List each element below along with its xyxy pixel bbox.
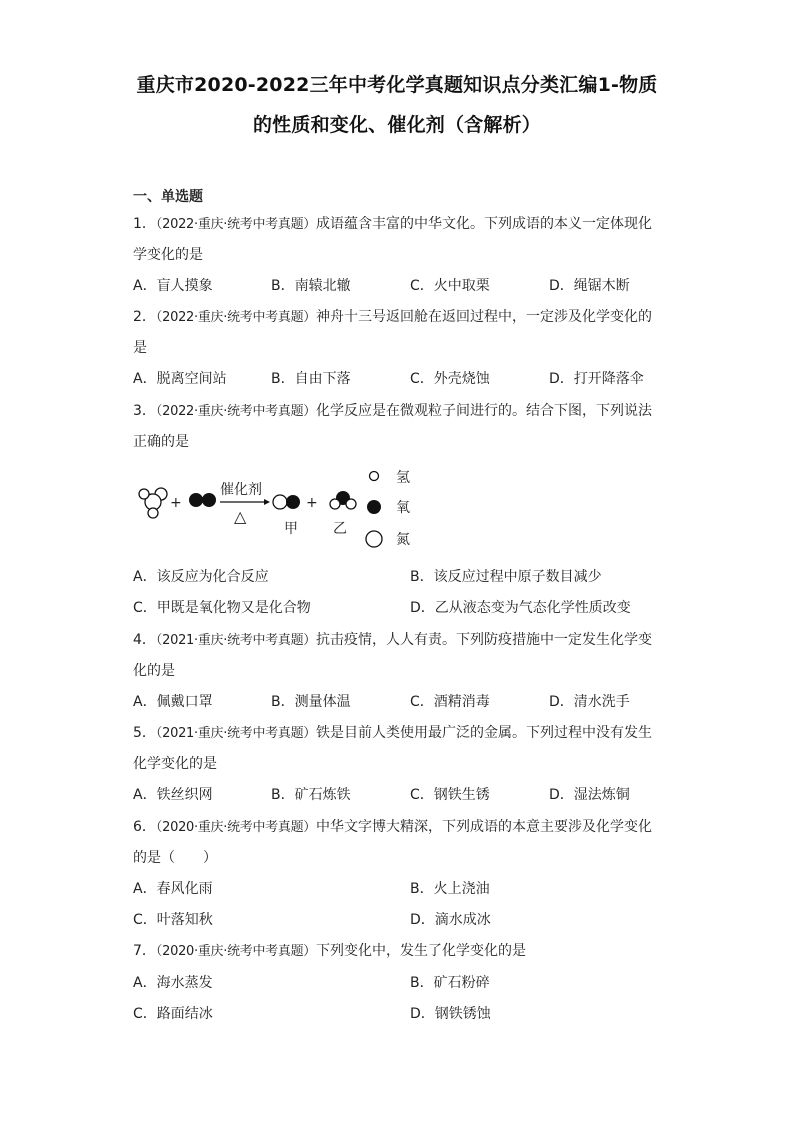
question-2-line2: 是 [133,340,147,356]
question-1-option-c: C．火中取栗 [410,278,490,294]
question-text: 中华文字博大精深，下列成语的本意主要涉及化学变化 [315,819,652,835]
question-2-line1 [133,306,652,326]
question-1-option-d: D．绳锯木断 [549,278,630,294]
question-6-option-c: C．叶落知秋 [133,912,213,928]
question-7-option-d: D．钢铁锈蚀 [410,1006,491,1022]
question-source: （2022·重庆·统考中考真题） [155,404,316,419]
heat-symbol: △ [234,507,247,526]
question-4-line2: 化的是 [133,663,175,679]
question-6-option-b: B．火上浇油 [410,881,490,897]
question-3-option-d: D．乙从液态变为气态化学性质改变 [410,600,631,616]
question-3-option-b: B．该反应过程中原子数目减少 [410,569,602,585]
question-4-option-b: B．测量体温 [271,694,351,710]
ammonia-molecule [139,488,167,518]
question-6-option-a: A．春风化雨 [133,881,213,897]
legend-oxygen-icon [367,500,381,514]
question-4-option-d: D．清水洗手 [549,694,630,710]
question-text: 下列变化中，发生了化学变化的是 [315,943,526,959]
question-6-option-d: D．滴水成冰 [410,912,491,928]
label-jia: 甲 [284,521,298,537]
section-heading: 一、单选题 [133,189,203,205]
question-text: 化学反应是在微观粒子间进行的。结合下图，下列说法 [315,403,652,419]
question-number: 1． [133,216,156,232]
question-3-line2: 正确的是 [133,434,189,450]
question-number: 3． [133,403,156,419]
question-5-option-d: D．湿法炼铜 [549,787,630,803]
label-yi: 乙 [333,521,347,537]
legend-hydrogen-label: 氢 [396,470,410,486]
question-2-option-a: A．脱离空间站 [133,371,227,387]
question-1-line1 [133,213,652,233]
reaction-diagram [130,462,430,562]
question-text: 铁是目前人类使用最广泛的金属。下列过程中没有发生 [315,725,652,741]
question-number: 5． [133,725,156,741]
question-1-line2: 学变化的是 [133,247,203,263]
question-2-option-d: D．打开降落伞 [549,371,644,387]
question-4-option-a: A．佩戴口罩 [133,694,213,710]
oxygen-molecule [189,493,216,507]
legend-nitrogen-label: 氮 [396,532,410,548]
question-2-option-c: C．外壳烧蚀 [410,371,490,387]
question-number: 7． [133,943,156,959]
question-5-option-b: B．矿石炼铁 [271,787,351,803]
question-source: （2021·重庆·统考中考真题） [155,726,316,741]
question-source: （2022·重庆·统考中考真题） [155,217,316,232]
question-4-option-c: C．酒精消毒 [410,694,490,710]
question-number: 2． [133,309,156,325]
question-4-line1 [133,629,652,649]
document-title-line2: 的性质和变化、催化剂（含解析） [252,114,541,136]
question-6-line2: 的是（ ） [133,850,217,866]
question-5-option-a: A．铁丝织网 [133,787,213,803]
question-5-line2: 化学变化的是 [133,756,217,772]
question-5-option-c: C．钢铁生锈 [410,787,490,803]
question-text: 神舟十三号返回舱在返回过程中，一定涉及化学变化的 [315,309,652,325]
question-text: 成语蕴含丰富的中华文化。下列成语的本义一定体现化 [315,216,652,232]
question-2-option-b: B．自由下落 [271,371,351,387]
question-source: （2020·重庆·统考中考真题） [155,820,316,835]
question-1-option-a: A．盲人摸象 [133,278,213,294]
question-source: （2021·重庆·统考中考真题） [155,633,316,648]
document-title-line1: 重庆市2020-2022三年中考化学真题知识点分类汇编1-物质 [136,74,658,96]
plus-sign: + [306,495,318,511]
question-5-line1 [133,722,652,742]
question-3-option-c: C．甲既是氧化物又是化合物 [133,600,311,616]
question-1-option-b: B．南辕北辙 [271,278,351,294]
legend-oxygen-label: 氧 [396,500,410,516]
question-number: 6． [133,819,156,835]
question-3-option-a: A．该反应为化合反应 [133,569,269,585]
legend-hydrogen-icon [370,472,379,481]
question-text: 抗击疫情，人人有责。下列防疫措施中一定发生化学变 [315,632,652,648]
question-7-option-c: C．路面结冰 [133,1006,213,1022]
plus-sign: + [170,495,182,511]
product-jia-molecule [273,495,300,509]
question-6-line1 [133,816,652,836]
product-yi-molecule [330,491,356,509]
legend-nitrogen-icon [366,531,382,547]
question-source: （2020·重庆·统考中考真题） [155,944,316,959]
question-7-option-a: A．海水蒸发 [133,975,213,991]
question-3-line1 [133,400,652,420]
arrow-head [264,499,270,505]
question-number: 4． [133,632,156,648]
question-7-line1 [133,940,526,960]
question-source: （2022·重庆·统考中考真题） [155,310,316,325]
catalyst-label: 催化剂 [220,482,262,498]
question-7-option-b: B．矿石粉碎 [410,975,490,991]
